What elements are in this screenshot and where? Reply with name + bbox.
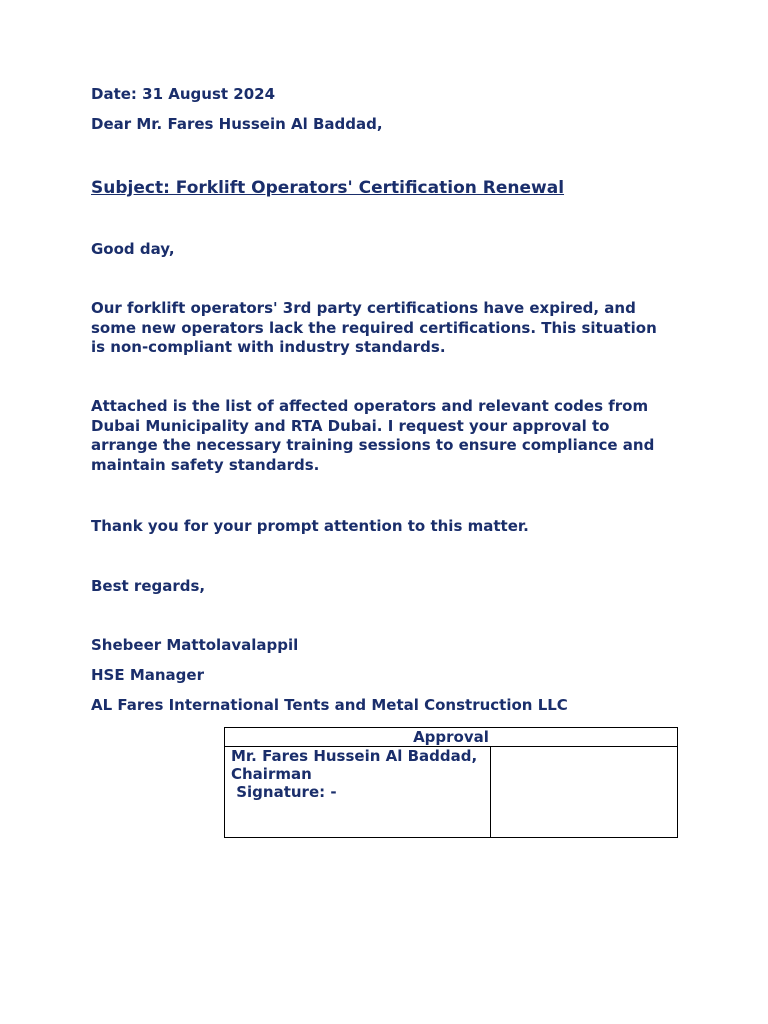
paragraph-line: Our forklift operators' 3rd party certifications have expired, and [91, 299, 636, 317]
letter-paragraph-2 [91, 397, 691, 475]
letter-paragraph-1 [91, 299, 691, 358]
signature-cell[interactable] [491, 747, 678, 838]
letter-salutation: Dear Mr. Fares Hussein Al Baddad, [91, 115, 383, 133]
approval-table [224, 727, 678, 838]
sender-title: HSE Manager [91, 666, 204, 684]
letter-subject: Subject: Forklift Operators' Certification Renewal [91, 178, 565, 198]
letter-closing: Best regards, [91, 577, 206, 595]
sender-company: AL Fares International Tents and Metal Construction LLC [91, 696, 568, 714]
paragraph-line: Dubai Municipality and RTA Dubai. I request your approval to [91, 416, 610, 435]
approval-header: Approval [225, 728, 678, 747]
approval-header-row [225, 728, 678, 747]
paragraph-line: some new operators lack the required certifications. This situation [91, 318, 657, 337]
signature-label: Signature: - [231, 783, 337, 801]
letter-greeting: Good day, [91, 240, 175, 258]
approval-body-row [225, 747, 678, 838]
paragraph-line: is non-compliant with industry standards. [91, 338, 446, 357]
letter-date: Date: 31 August 2024 [91, 85, 276, 103]
approver-cell [225, 747, 491, 838]
paragraph-line: arrange the necessary training sessions to ensure compliance and [91, 436, 655, 455]
letter-thanks: Thank you for your prompt attention to this matter. [91, 517, 529, 535]
approver-name: Mr. Fares Hussein Al Baddad, [231, 747, 478, 765]
paragraph-line: Attached is the list of affected operators and relevant codes from [91, 397, 649, 415]
sender-name: Shebeer Mattolavalappil [91, 636, 299, 654]
paragraph-line: maintain safety standards. [91, 455, 320, 474]
approver-title: Chairman [231, 765, 312, 783]
